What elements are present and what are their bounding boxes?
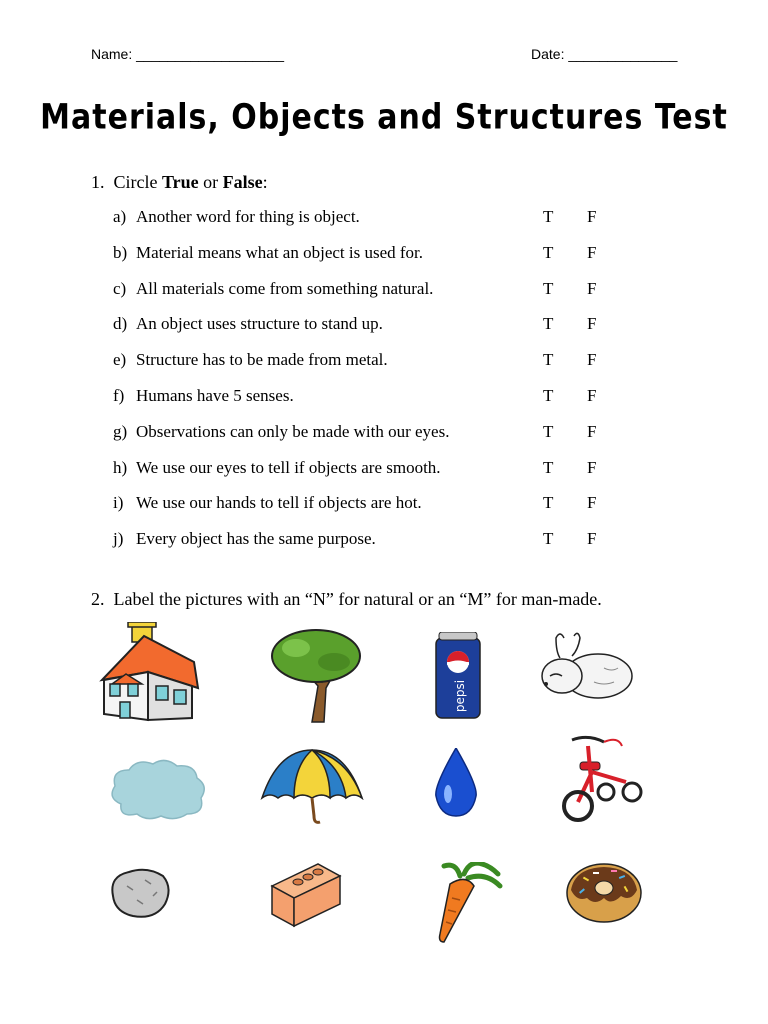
true-false-item <box>113 243 613 265</box>
false-option[interactable]: F <box>587 493 597 513</box>
pepsi-can-picture <box>433 632 483 722</box>
question-number: 1. <box>91 172 105 192</box>
question-1-heading <box>91 172 268 193</box>
true-false-item <box>113 279 613 301</box>
rock-picture <box>107 866 171 920</box>
item-letter: b) <box>113 242 128 262</box>
true-false-item <box>113 207 613 229</box>
item-letter: f) <box>113 386 125 405</box>
true-option[interactable]: T <box>543 457 554 477</box>
item-letter: h) <box>113 457 128 477</box>
item-statement: Another word for thing is object. <box>136 207 360 226</box>
item-letter: j) <box>113 529 124 549</box>
date-field: Date: ______________ <box>531 46 678 62</box>
carrot-picture <box>430 862 504 944</box>
true-false-item <box>113 529 613 551</box>
tricycle-picture <box>548 732 644 824</box>
item-statement: Structure has to be made from metal. <box>136 350 388 370</box>
false-option[interactable]: F <box>587 207 597 226</box>
item-statement: We use our hands to tell if objects are hot. <box>136 493 422 513</box>
true-option[interactable]: T <box>543 314 554 334</box>
brick-picture <box>270 860 342 928</box>
item-statement: Material means what an object is used for. <box>136 242 424 262</box>
true-option[interactable]: T <box>543 242 554 262</box>
false-option[interactable]: F <box>587 242 597 262</box>
false-option[interactable]: F <box>587 314 597 334</box>
item-statement: All materials come from something natural. <box>136 278 434 298</box>
or-word: or <box>203 172 219 192</box>
umbrella-picture <box>260 746 364 826</box>
item-statement: An object uses structure to stand up. <box>136 314 383 334</box>
item-letter: a) <box>113 207 127 226</box>
question-text: Label the pictures with an “N” for natural or an “M” for man-made. <box>113 589 602 609</box>
rabbit-picture <box>534 632 638 704</box>
item-letter: e) <box>113 350 127 370</box>
item-statement: We use our eyes to tell if objects are smooth. <box>136 457 441 477</box>
question-number: 2. <box>91 589 105 609</box>
true-option[interactable]: T <box>543 493 554 513</box>
false-option[interactable]: F <box>587 457 597 477</box>
question-intro: Circle <box>113 172 158 192</box>
false-option[interactable]: F <box>587 350 597 370</box>
tree-picture <box>268 626 364 724</box>
true-false-item <box>113 493 613 515</box>
false-option[interactable]: F <box>587 386 597 405</box>
item-statement: Observations can only be made with our eyes. <box>136 421 450 441</box>
false-option[interactable]: F <box>587 278 597 298</box>
true-word: True <box>161 172 199 192</box>
item-letter: c) <box>113 278 127 298</box>
true-false-item <box>113 350 613 372</box>
false-option[interactable]: F <box>587 421 597 441</box>
question-2-heading <box>91 589 602 610</box>
item-letter: g) <box>113 421 128 441</box>
name-field: Name: ___________________ <box>91 46 285 62</box>
true-option[interactable]: T <box>543 207 554 226</box>
can-label: pepsi <box>453 679 467 713</box>
true-option[interactable]: T <box>543 278 554 298</box>
house-picture <box>98 622 202 722</box>
true-false-item <box>113 458 613 480</box>
item-statement: Every object has the same purpose. <box>136 529 376 549</box>
true-false-item <box>113 386 613 408</box>
item-statement: Humans have 5 senses. <box>136 386 294 405</box>
colon: : <box>262 172 268 192</box>
true-option[interactable]: T <box>543 386 554 405</box>
true-false-item <box>113 422 613 444</box>
false-option[interactable]: F <box>587 529 597 549</box>
cloud-picture <box>107 758 209 822</box>
true-option[interactable]: T <box>543 529 554 549</box>
page-title: Materials, Objects and Structures Test <box>40 97 728 138</box>
donut-picture <box>565 862 643 924</box>
true-option[interactable]: T <box>543 350 554 370</box>
true-false-item <box>113 314 613 336</box>
item-letter: i) <box>113 493 124 513</box>
water-drop-picture <box>432 748 480 818</box>
true-option[interactable]: T <box>543 421 554 441</box>
false-word: False <box>222 172 263 192</box>
item-letter: d) <box>113 314 128 334</box>
